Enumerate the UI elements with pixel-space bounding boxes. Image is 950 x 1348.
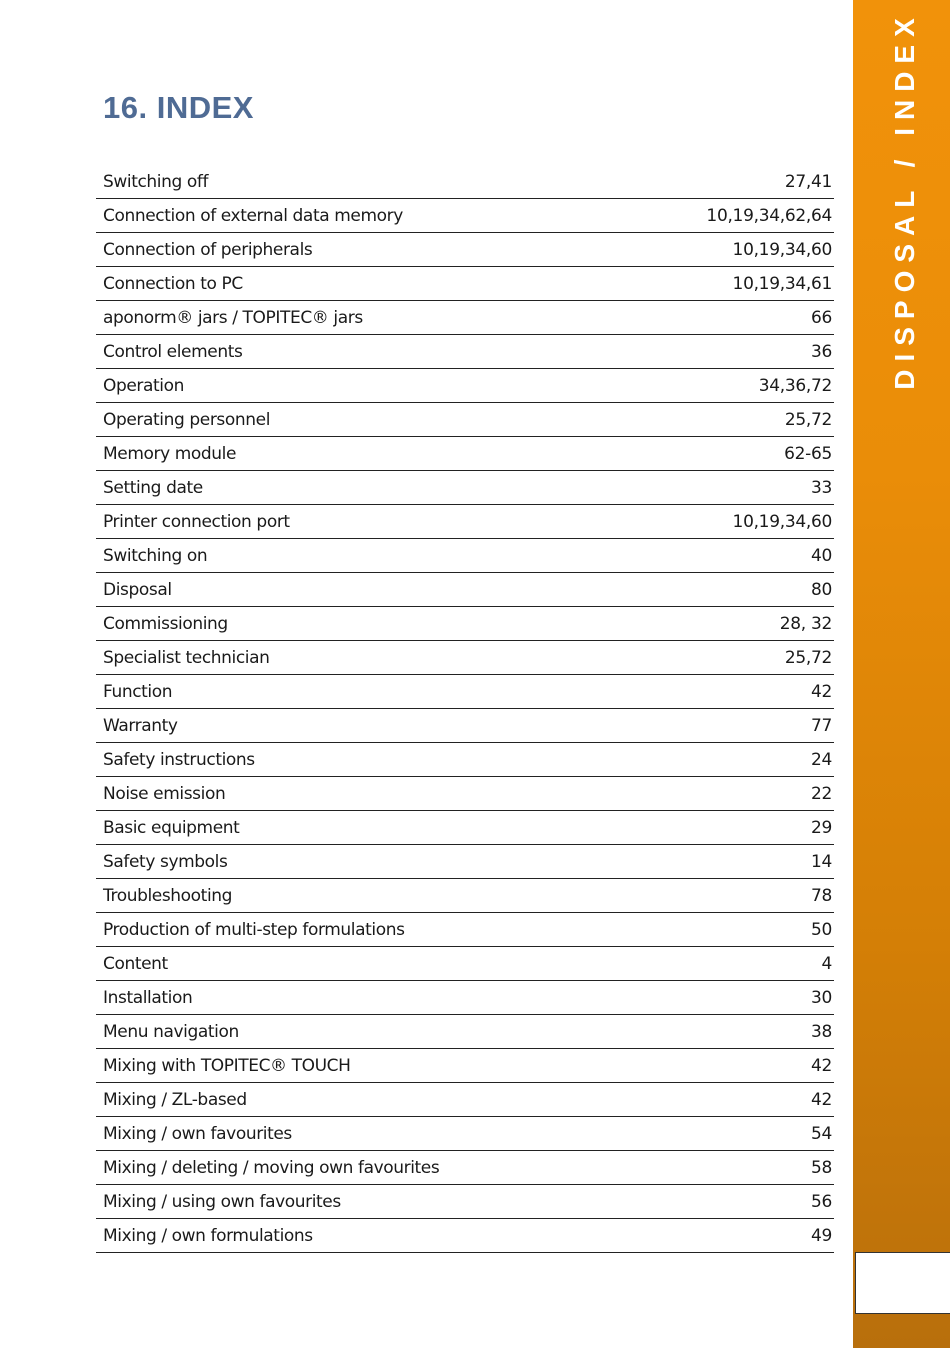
index-term: Installation — [103, 988, 193, 1008]
index-page-numbers: 25,72 — [784, 648, 832, 668]
index-term: Switching off — [103, 172, 209, 192]
index-row — [96, 1084, 834, 1117]
index-page-numbers: 50 — [810, 920, 832, 940]
index-term: Connection to PC — [103, 274, 243, 294]
index-page-numbers: 28, 32 — [779, 614, 832, 634]
index-row — [96, 1050, 834, 1083]
index-row — [96, 506, 834, 539]
index-term: Mixing / deleting / moving own favourites — [103, 1158, 440, 1178]
index-page-numbers: 14 — [810, 852, 832, 872]
index-term: Connection of peripherals — [103, 240, 313, 260]
index-page-numbers: 33 — [810, 478, 832, 498]
index-term: Menu navigation — [103, 1022, 239, 1042]
index-row — [96, 948, 834, 981]
index-row — [96, 744, 834, 777]
index-page-numbers: 66 — [810, 308, 832, 328]
index-page-numbers: 10,19,34,62,64 — [706, 206, 832, 226]
index-page-numbers: 58 — [810, 1158, 832, 1178]
page-number-box — [855, 1252, 950, 1314]
index-row — [96, 438, 834, 471]
index-page-numbers: 78 — [810, 886, 832, 906]
index-page-numbers: 62-65 — [784, 444, 832, 464]
index-term: Function — [103, 682, 173, 702]
index-term: Troubleshooting — [103, 886, 233, 906]
index-row — [96, 1016, 834, 1049]
page-title: 16. INDEX — [103, 90, 254, 125]
index-term: Specialist technician — [103, 648, 270, 668]
index-page-numbers: 49 — [810, 1226, 832, 1246]
index-term: Disposal — [103, 580, 172, 600]
index-row — [96, 1152, 834, 1185]
index-row — [96, 370, 834, 403]
index-row — [96, 404, 834, 437]
index-row — [96, 302, 834, 335]
index-term: Setting date — [103, 478, 203, 498]
index-page-numbers: 10,19,34,61 — [732, 274, 832, 294]
index-page-numbers: 42 — [810, 1090, 832, 1110]
index-term: Operation — [103, 376, 185, 396]
index-row — [96, 676, 834, 709]
index-term: Connection of external data memory — [103, 206, 403, 226]
index-term: Mixing / own favourites — [103, 1124, 292, 1144]
index-page-numbers: 77 — [810, 716, 832, 736]
index-term: Switching on — [103, 546, 208, 566]
index-page-numbers: 40 — [810, 546, 832, 566]
index-row — [96, 880, 834, 913]
index-page-numbers: 34,36,72 — [758, 376, 832, 396]
index-term: Safety instructions — [103, 750, 255, 770]
index-row — [96, 336, 834, 369]
index-term: Commissioning — [103, 614, 228, 634]
index-row — [96, 812, 834, 845]
index-term: Mixing / own formulations — [103, 1226, 313, 1246]
index-page-numbers: 29 — [810, 818, 832, 838]
index-page-numbers: 80 — [810, 580, 832, 600]
index-page-numbers: 4 — [821, 954, 832, 974]
index-term: Content — [103, 954, 168, 974]
index-term: Mixing / using own favourites — [103, 1192, 341, 1212]
index-row — [96, 1220, 834, 1253]
index-row — [96, 472, 834, 505]
index-row — [96, 914, 834, 947]
index-page-numbers: 42 — [810, 682, 832, 702]
index-term: aponorm® jars / TOPITEC® jars — [103, 308, 363, 328]
index-term: Noise emission — [103, 784, 226, 804]
index-page-numbers: 38 — [810, 1022, 832, 1042]
index-row — [96, 710, 834, 743]
index-row — [96, 1186, 834, 1219]
index-term: Mixing / ZL-based — [103, 1090, 247, 1110]
index-row — [96, 642, 834, 675]
index-row — [96, 982, 834, 1015]
index-page-numbers: 36 — [810, 342, 832, 362]
index-term: Control elements — [103, 342, 243, 362]
index-page-numbers: 30 — [810, 988, 832, 1008]
index-term: Production of multi-step formulations — [103, 920, 405, 940]
index-row — [96, 200, 834, 233]
index-term: Mixing with TOPITEC® TOUCH — [103, 1056, 351, 1076]
index-page-numbers: 10,19,34,60 — [732, 240, 832, 260]
index-page-numbers: 42 — [810, 1056, 832, 1076]
index-row — [96, 540, 834, 573]
index-term: Warranty — [103, 716, 178, 736]
index-page-numbers: 24 — [810, 750, 832, 770]
index-page-numbers: 10,19,34,60 — [732, 512, 832, 532]
index-row — [96, 608, 834, 641]
index-row — [96, 574, 834, 607]
index-page-numbers: 54 — [810, 1124, 832, 1144]
index-term: Basic equipment — [103, 818, 240, 838]
index-term: Safety symbols — [103, 852, 228, 872]
index-page-numbers: 56 — [810, 1192, 832, 1212]
index-table — [96, 166, 834, 1253]
index-row — [96, 778, 834, 811]
index-row — [96, 166, 834, 199]
index-page-numbers: 22 — [810, 784, 832, 804]
index-term: Memory module — [103, 444, 237, 464]
index-row — [96, 234, 834, 267]
index-term: Printer connection port — [103, 512, 290, 532]
index-row — [96, 846, 834, 879]
index-page-numbers: 25,72 — [784, 410, 832, 430]
index-row — [96, 1118, 834, 1151]
sidebar-section-label: DISPOSAL / INDEX — [889, 10, 920, 390]
index-row — [96, 268, 834, 301]
index-term: Operating personnel — [103, 410, 271, 430]
index-page-numbers: 27,41 — [784, 172, 832, 192]
